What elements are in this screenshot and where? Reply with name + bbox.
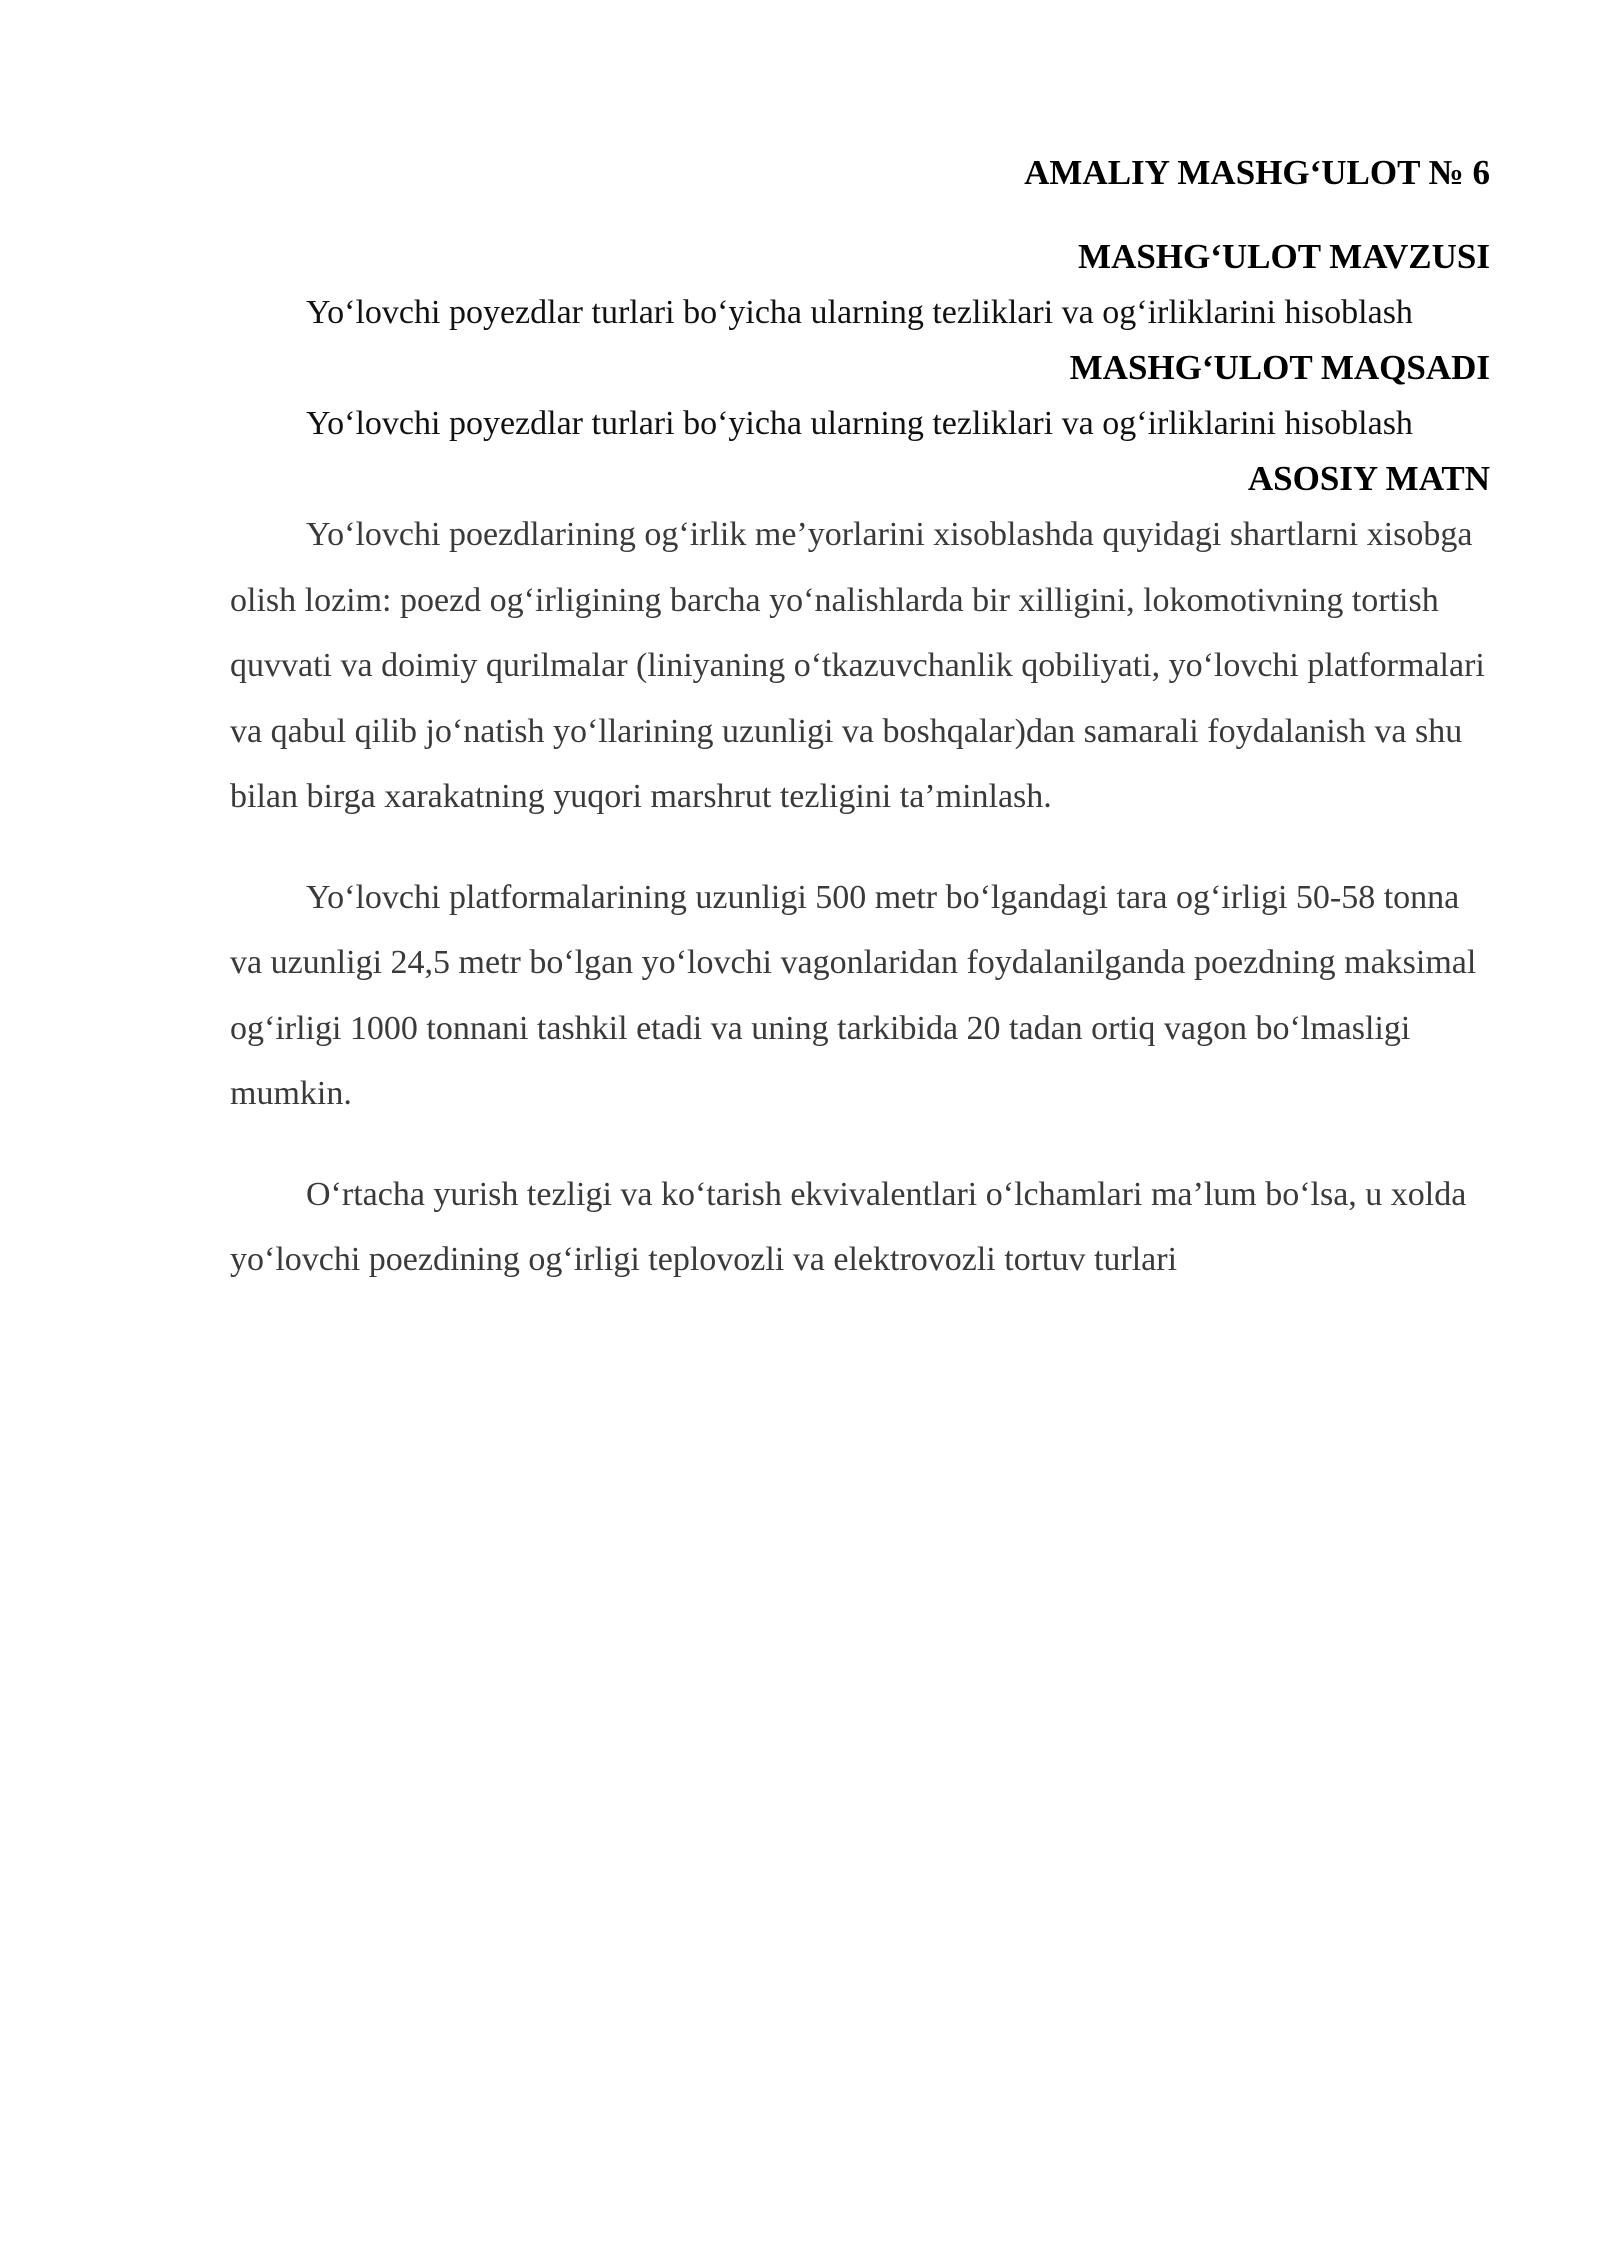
- document-title: AMALIY MASHG‘ULOT № 6: [1024, 153, 1490, 192]
- body-paragraph: Yo‘lovchi platformalarining uzunligi 500 metr bo‘lgandagi tara og‘irligi 50-58 tonna va uzunligi 24,5 metr bo‘lgan yo‘lovchi vagonlaridan foydalanilganda poezdning maksimal og‘irligi 1000 tonnani tashkil etadi va uning tarkibida 20 tadan ortiq vagon bo‘lmasligi mumkin.: [230, 878, 1477, 1112]
- section-heading-asosiy-matn: ASOSIY MATN: [1247, 459, 1490, 498]
- section-heading-maqsadi: MASHG‘ULOT MAQSADI: [1069, 348, 1490, 387]
- section-heading-mavzusi: MASHG‘ULOT MAVZUSI: [1078, 237, 1490, 276]
- body-paragraph: O‘rtacha yurish tezligi va ko‘tarish ekvivalentlari o‘lchamlari ma’lum bo‘lsa, u xolda yo‘lovchi poezdining og‘irligi teplovozli va elektrovozli tortuv turlari: [230, 1175, 1467, 1278]
- section-text-mavzusi: Yo‘lovchi poyezdlar turlari bo‘yicha ularning tezliklari va og‘irliklarini hisoblash: [306, 294, 1413, 331]
- document-page: [230, 150, 1490, 1293]
- section-text-maqsadi: Yo‘lovchi poyezdlar turlari bo‘yicha ularning tezliklari va og‘irliklarini hisoblash: [306, 405, 1413, 442]
- body-paragraph: Yo‘lovchi poezdlarining og‘irlik me’yorlarini xisoblashda quyidagi shartlarni xisobga olish lozim: poezd og‘irligining barcha yo‘nalishlarda bir xilligini, lokomotivning tortish quvvati va doimiy qurilmalar (liniyaning o‘tkazuvchanlik qobiliyati, yo‘lovchi platformalari va qabul qilib jo‘natish yo‘llarining uzunligi va boshqalar)dan samarali foydalanish va shu bilan birga xarakatning yuqori marshrut tezligini ta’minlash.: [230, 516, 1485, 815]
